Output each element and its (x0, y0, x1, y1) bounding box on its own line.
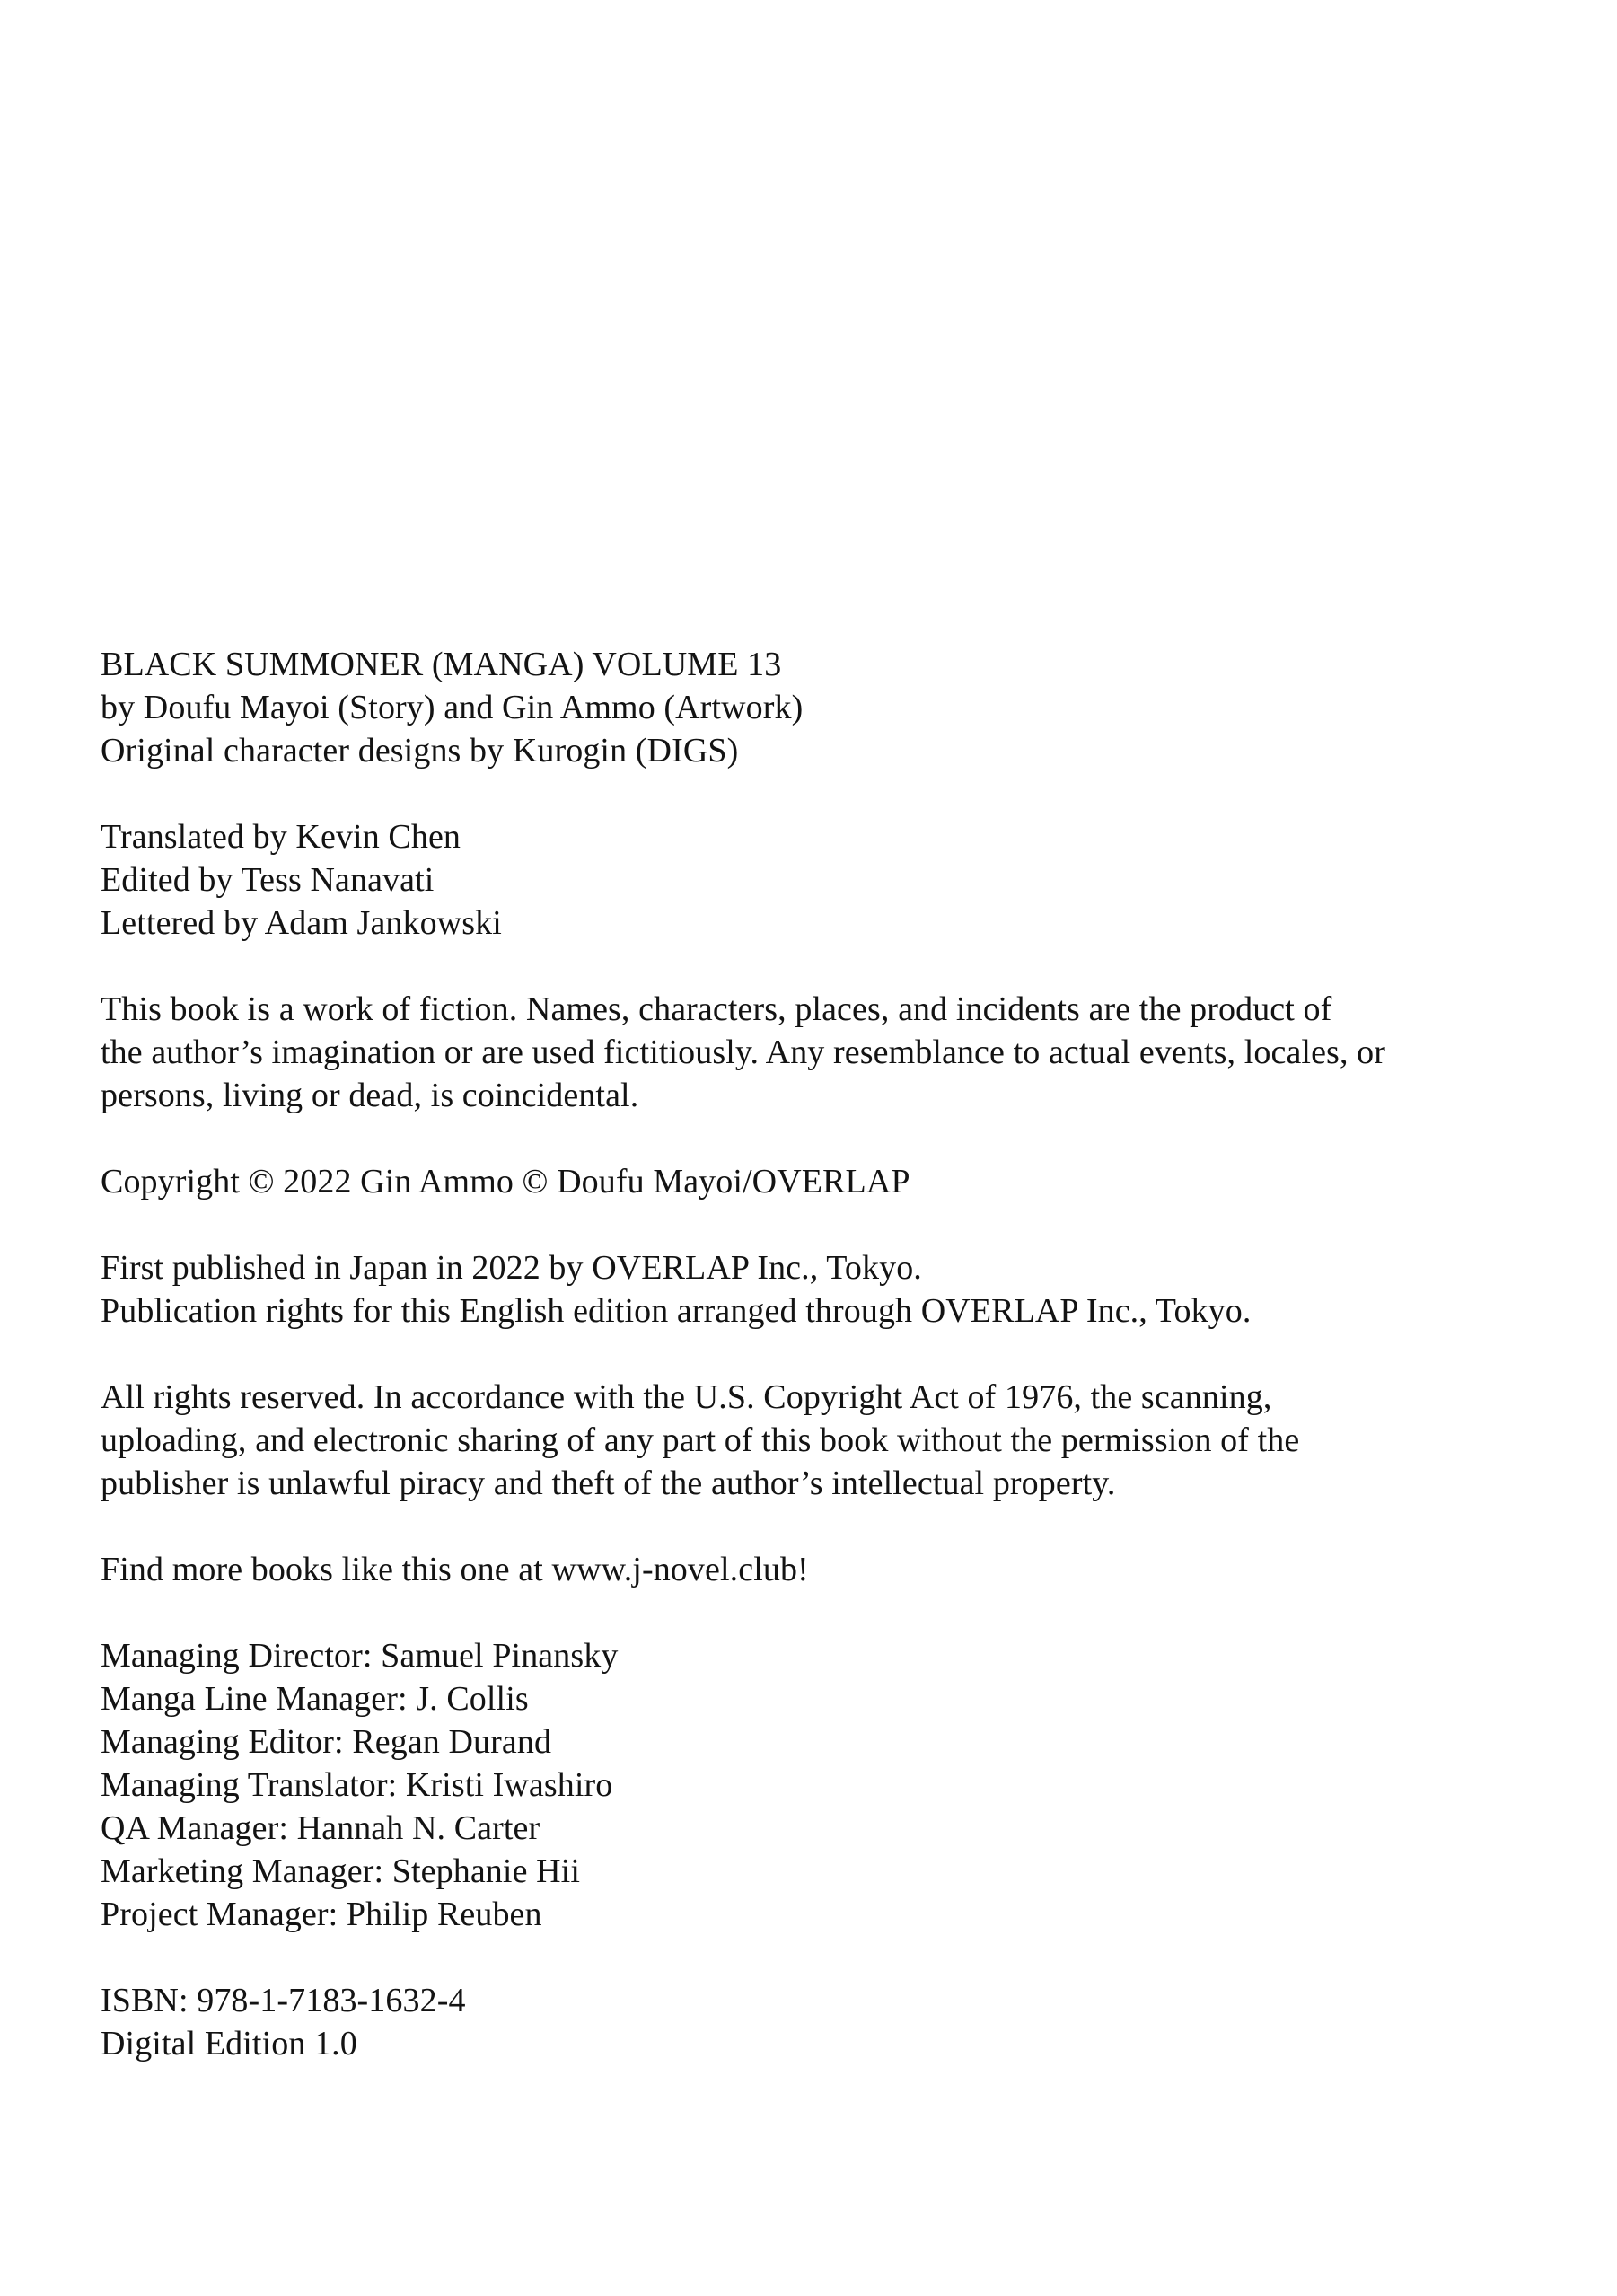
title-block (101, 643, 1501, 772)
text-line: Publication rights for this English edition arranged through OVERLAP Inc., Tokyo. (101, 1292, 1252, 1330)
text-line: the author’s imagination or are used fictitiously. Any resemblance to actual events, locales, or (101, 1034, 1385, 1071)
text-line: This book is a work of fiction. Names, characters, places, and incidents are the product of (101, 990, 1332, 1028)
text-line: BLACK SUMMONER (MANGA) VOLUME 13 (101, 646, 782, 683)
promo-block (101, 1548, 1501, 1591)
publication-block (101, 1246, 1501, 1333)
text-line: uploading, and electronic sharing of any part of this book without the permission of the (101, 1421, 1300, 1459)
text-line: All rights reserved. In accordance with the U.S. Copyright Act of 1976, the scanning, (101, 1378, 1272, 1416)
text-line: by Doufu Mayoi (Story) and Gin Ammo (Artwork) (101, 689, 804, 726)
text-line: Managing Translator: Kristi Iwashiro (101, 1766, 613, 1804)
staff-block (101, 1634, 1501, 1936)
text-line: Lettered by Adam Jankowski (101, 904, 502, 942)
text-line: Translated by Kevin Chen (101, 818, 461, 856)
text-line: Managing Director: Samuel Pinansky (101, 1637, 619, 1675)
text-line: Digital Edition 1.0 (101, 2025, 357, 2063)
colophon-text (101, 643, 1501, 2065)
text-line: Find more books like this one at www.j-novel.club! (101, 1551, 809, 1588)
text-line: First published in Japan in 2022 by OVERLAP Inc., Tokyo. (101, 1249, 922, 1287)
text-line: persons, living or dead, is coincidental. (101, 1077, 639, 1114)
text-line: Edited by Tess Nanavati (101, 861, 435, 899)
text-line: QA Manager: Hannah N. Carter (101, 1809, 540, 1847)
copyright-block (101, 1160, 1501, 1203)
edition-block (101, 1979, 1501, 2065)
text-line: Managing Editor: Regan Durand (101, 1723, 552, 1761)
text-line: Manga Line Manager: J. Collis (101, 1680, 529, 1718)
text-line: publisher is unlawful piracy and theft of the author’s intellectual property. (101, 1465, 1116, 1502)
text-line: Marketing Manager: Stephanie Hii (101, 1852, 580, 1890)
credits-block (101, 815, 1501, 945)
text-line: Project Manager: Philip Reuben (101, 1896, 542, 1933)
text-line: Copyright © 2022 Gin Ammo © Doufu Mayoi/OVERLAP (101, 1163, 910, 1201)
text-line: ISBN: 978-1-7183-1632-4 (101, 1982, 466, 2019)
text-line: Original character designs by Kurogin (DIGS) (101, 732, 739, 770)
fiction-disclaimer-block (101, 988, 1501, 1117)
rights-reserved-block (101, 1376, 1501, 1505)
